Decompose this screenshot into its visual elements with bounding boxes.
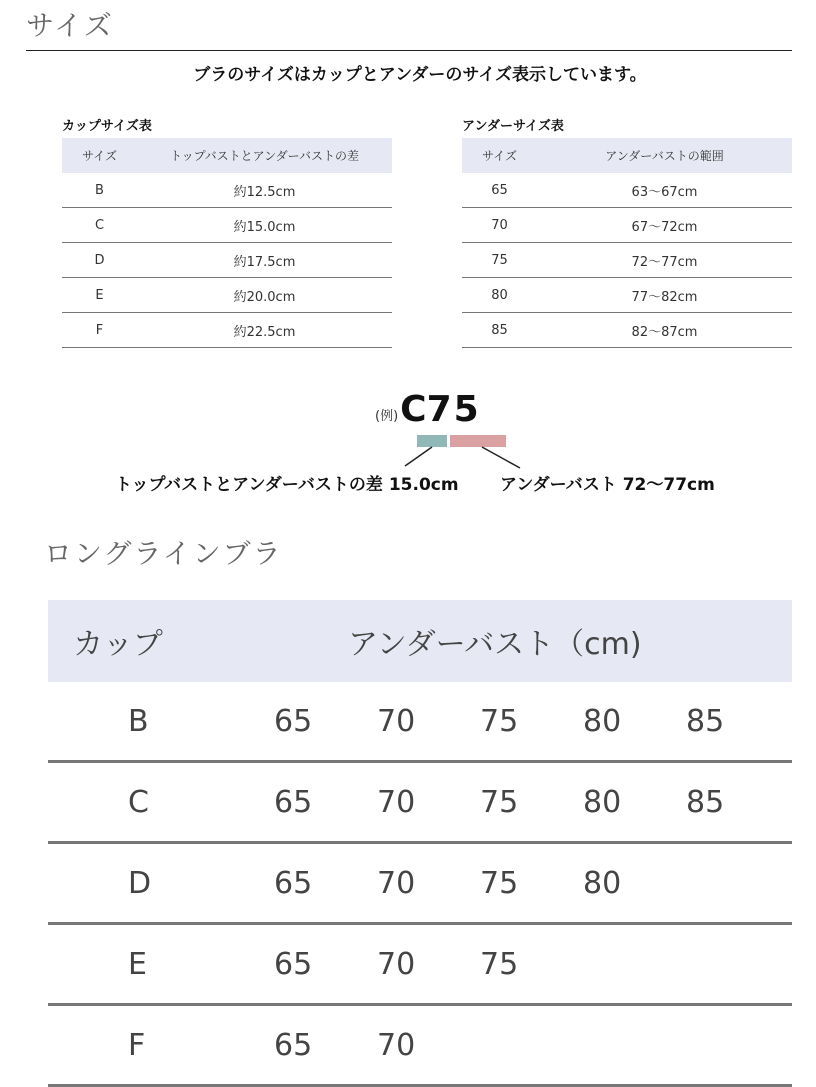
size-cell: 65	[274, 865, 313, 901]
range-cell: 67〜72cm	[631, 219, 698, 235]
difference-cell: 約17.5cm	[233, 254, 296, 270]
range-cell: 72〜77cm	[631, 254, 698, 270]
header-under-bust: アンダーバスト（cm)	[348, 627, 642, 662]
cup-cell: D	[128, 865, 152, 901]
range-cell: 82〜87cm	[631, 324, 698, 340]
size-cell: 80	[583, 784, 622, 820]
cup-cell: F	[128, 1027, 146, 1063]
size-cell: 65	[274, 1027, 313, 1063]
size-cell: 75	[480, 703, 519, 739]
under-connector-line	[482, 447, 520, 468]
cup-table-title: カップサイズ表	[62, 119, 152, 134]
cup-cell: F	[95, 322, 104, 338]
header-cup: カップ	[73, 627, 163, 662]
difference-cell: 約12.5cm	[233, 184, 296, 200]
under-table-title: アンダーサイズ表	[462, 119, 564, 134]
header-size: サイズ	[81, 149, 118, 163]
size-cell: 80	[583, 703, 622, 739]
cup-cell: E	[128, 946, 147, 982]
cup-cell: E	[95, 287, 104, 303]
under-size-cell: 65	[491, 182, 508, 198]
size-cell: 75	[480, 784, 519, 820]
size-cell: 75	[480, 946, 519, 982]
size-explanation-headline: ブラのサイズはカップとアンダーのサイズ表示しています。	[193, 65, 647, 85]
table-row	[48, 763, 792, 844]
cup-cell: B	[95, 182, 104, 198]
section-title-longline-bra: ロングラインブラ	[44, 537, 283, 570]
longline-size-table	[48, 600, 792, 1087]
example-cup-label: トップバストとアンダーバストの差 15.0cm	[115, 475, 459, 495]
header-range: アンダーバストの範囲	[605, 149, 724, 163]
size-cell: 65	[274, 784, 313, 820]
header-difference: トップバストとアンダーバストの差	[169, 149, 360, 163]
header-size: サイズ	[481, 149, 518, 163]
range-cell: 63〜67cm	[631, 184, 698, 200]
longline-table-header	[48, 600, 792, 682]
cup-cell: D	[94, 252, 105, 268]
under-size-cell: 80	[491, 287, 508, 303]
example-under-label: アンダーバスト 72〜77cm	[500, 475, 715, 495]
example-prefix: (例)	[375, 409, 399, 424]
size-cell: 85	[686, 784, 725, 820]
example-cup: C	[400, 389, 427, 430]
section-title-size: サイズ	[26, 9, 114, 42]
size-cell: 70	[377, 946, 416, 982]
size-cell: 70	[377, 1027, 416, 1063]
under-size-cell: 75	[491, 252, 508, 268]
example-under: 75	[426, 389, 481, 430]
size-cell: 85	[686, 703, 725, 739]
range-cell: 77〜82cm	[631, 289, 698, 305]
difference-cell: 約22.5cm	[233, 324, 296, 340]
cup-cell: B	[128, 703, 149, 739]
cup-connector-line	[405, 447, 432, 466]
cup-cell: C	[94, 217, 105, 233]
size-cell: 75	[480, 865, 519, 901]
size-cell: 65	[274, 946, 313, 982]
under-size-cell: 70	[491, 217, 508, 233]
size-cell: 65	[274, 703, 313, 739]
table-row	[48, 1006, 792, 1087]
size-cell: 70	[377, 784, 416, 820]
size-cell: 70	[377, 703, 416, 739]
size-cell: 70	[377, 865, 416, 901]
table-row	[48, 844, 792, 925]
table-row	[48, 925, 792, 1006]
difference-cell: 約15.0cm	[233, 219, 296, 235]
cup-cell: C	[128, 784, 149, 820]
difference-cell: 約20.0cm	[233, 289, 296, 305]
table-row	[48, 682, 792, 763]
size-cell: 80	[583, 865, 622, 901]
under-size-cell: 85	[491, 322, 508, 338]
